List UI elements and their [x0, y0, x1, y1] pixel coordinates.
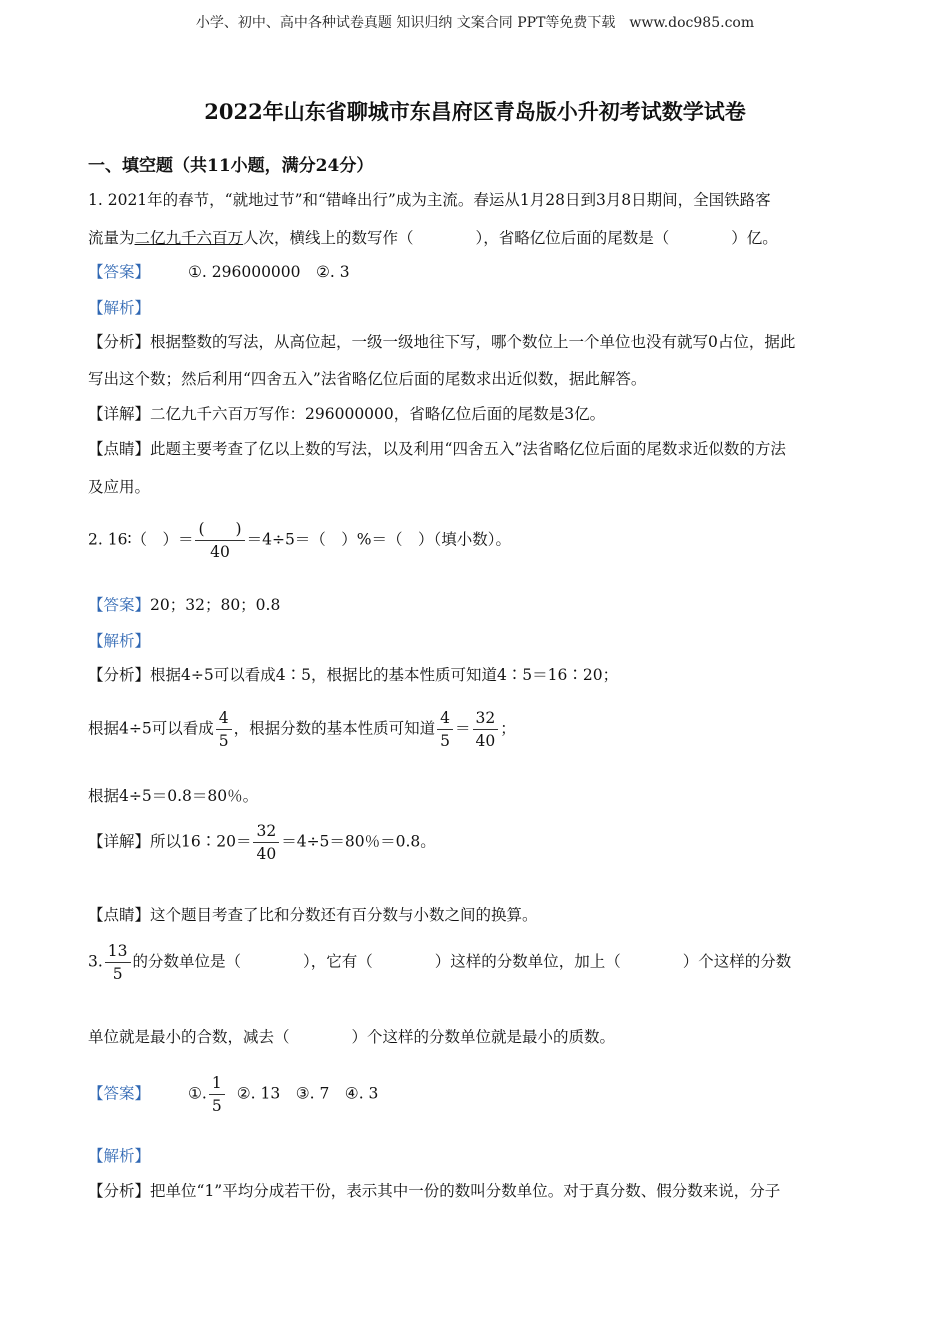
section-heading: 一、填空题（共11小题，满分24分）: [88, 156, 374, 176]
q3-fenxi-line: [88, 1180, 780, 1202]
q2-dianjing-line: [88, 904, 538, 926]
page-header: [0, 12, 950, 32]
q2-fenxi-line2: [88, 707, 516, 752]
xiangjie-label: 【详解】: [88, 405, 151, 423]
q2-frac-num: ( ): [195, 518, 244, 541]
q2-frac-den: 40: [210, 543, 230, 561]
frac-den: 5: [440, 732, 450, 750]
q1-stem-line1: 1. 2021年的春节，“就地过节”和“错峰出行”成为主流。春运从1月28日到3月8日期间，全国铁路客: [88, 191, 771, 209]
q2-analysis-label: 【解析】: [88, 632, 151, 650]
header-text: 小学、初中、高中各种试卷真题 知识归纳 文案合同 PPT等免费下载: [195, 15, 616, 31]
q1-fenxi-a: 根据整数的写法，从高位起，一级一级地往下写，哪个数位上一个单位也没有就写0占位，据此: [150, 333, 796, 351]
q1-dianjing-a: 此题主要考查了亿以上数的写法，以及利用“四舍五入”法省略亿位后面的尾数求近似数的方法: [150, 440, 786, 458]
q3-stem-line1: [88, 940, 791, 985]
q1-stem-line2: [88, 227, 778, 249]
frac-num: 13: [105, 940, 131, 963]
q2-fenxi-line1: [88, 664, 618, 686]
q3-fenxi: 把单位“1”平均分成若干份，表示其中一份的数叫分数单位。对于真分数、假分数来说，分子: [150, 1182, 781, 1200]
q2-stem-line: [88, 518, 511, 563]
xiangjie-label: 【详解】: [88, 832, 151, 851]
fenxi-label: 【分析】: [88, 333, 151, 351]
answer-label: 【答案】: [88, 263, 151, 281]
fenxi-label: 【分析】: [88, 666, 151, 684]
answer-label: 【答案】: [88, 1084, 151, 1103]
dianjing-label: 【点睛】: [88, 440, 151, 458]
frac-den: 40: [475, 732, 496, 750]
q2-xiangjie-frac: [253, 820, 279, 865]
q2-fenxi-frac1: [216, 707, 232, 752]
q2-fenxi-frac3: [473, 707, 499, 752]
q3-stem-line2: 单位就是最小的合数，减去（ ）个这样的分数单位就是最小的质数。: [88, 1028, 616, 1046]
frac-den: 5: [112, 965, 123, 983]
q1-dianjing-line2: 及应用。: [88, 478, 151, 496]
q1-dianjing-line1: [88, 438, 786, 460]
q3-answer-frac: [209, 1072, 225, 1117]
q1-fenxi-line2: 写出这个数；然后利用“四舍五入”法省略亿位后面的尾数求出近似数，据此解答。: [88, 370, 647, 388]
frac-den: 5: [211, 1097, 222, 1115]
q2-xiangjie-line: [88, 820, 436, 865]
q3-num: 3.: [88, 952, 103, 971]
q3-ans-pre: ①.: [188, 1084, 207, 1103]
q2-xiangjie-post: ＝4÷5＝80％＝0.8。: [281, 832, 436, 851]
q1-stem-underlined: 二亿九千六百万: [134, 229, 244, 247]
q2-fenxi-line3: 根据4÷5＝0.8＝80％。: [88, 787, 259, 805]
q2-stem-pre: 2. 16∶（ ）＝: [88, 530, 194, 549]
page-title: 2022年山东省聊城市东昌府区青岛版小升初考试数学试卷: [204, 99, 746, 124]
dianjing-label: 【点睛】: [88, 906, 151, 924]
q3-analysis-label: 【解析】: [88, 1147, 151, 1165]
q2-fenxi-1: 根据4÷5可以看成4∶5，根据比的基本性质可知道4∶5＝16∶20；: [150, 666, 619, 684]
q2-fenxi-frac2: [437, 707, 453, 752]
q1-xiangjie: 二亿九千六百万写作：296000000，省略亿位后面的尾数是3亿。: [150, 405, 606, 423]
q1-xiangjie-line: [88, 403, 605, 425]
frac-num: 1: [209, 1072, 225, 1095]
q2-answer: 20；32；80；0.8: [150, 596, 281, 614]
frac-num: 4: [216, 707, 232, 730]
q2-xiangjie-pre: 所以16∶20＝: [150, 832, 252, 851]
q1-answer-line: [88, 261, 350, 283]
q1-fenxi-line1: [88, 331, 795, 353]
q3-stem-a: 的分数单位是（ ），它有（ ）这样的分数单位，加上（ ）个这样的分数: [132, 952, 792, 971]
q2-fenxi-2-eq: ＝: [454, 719, 471, 738]
q2-fraction: [195, 518, 244, 563]
q2-fenxi-2-end: ；: [500, 719, 516, 738]
frac-den: 40: [256, 845, 277, 863]
q1-analysis-label: 【解析】: [88, 299, 151, 317]
q2-stem-post: ＝4÷5＝（ ）%＝（ ）（填小数）。: [246, 530, 512, 549]
frac-num: 32: [473, 707, 499, 730]
fenxi-label: 【分析】: [88, 1182, 151, 1200]
q2-fenxi-2-pre: 根据4÷5可以看成: [88, 719, 214, 738]
header-site[interactable]: www.doc985.com: [629, 15, 755, 31]
q1-stem-b2: 人次，横线上的数写作（ ），省略亿位后面的尾数是（ ）亿。: [243, 229, 778, 247]
frac-den: 5: [218, 732, 229, 750]
frac-num: 4: [437, 707, 453, 730]
answer-label: 【答案】: [88, 596, 151, 614]
q3-answer-line: [88, 1072, 378, 1117]
q2-dianjing: 这个题目考查了比和分数还有百分数与小数之间的换算。: [150, 906, 538, 924]
q3-ans-post: ②. 13 ③. 7 ④. 3: [236, 1084, 379, 1103]
q2-fenxi-2-mid: ，根据分数的基本性质可知道: [233, 719, 436, 738]
frac-num: 32: [253, 820, 279, 843]
q1-answer: ①. 296000000 ②. 3: [188, 263, 350, 281]
q2-answer-line: [88, 594, 280, 616]
q3-fraction: [105, 940, 131, 985]
q1-stem-b1: 流量为: [88, 229, 135, 247]
